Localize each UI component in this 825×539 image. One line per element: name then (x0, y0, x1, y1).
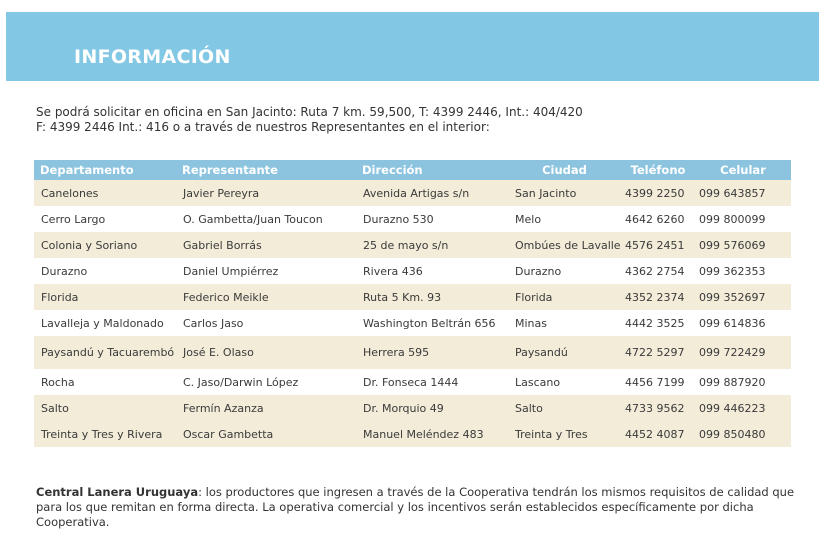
cell-telefono: 4362 2754 (621, 258, 695, 284)
cell-celular: 099 362353 (695, 258, 791, 284)
cell-telefono: 4352 2374 (621, 284, 695, 310)
cell-celular: 099 722429 (695, 336, 791, 369)
cell-departamento: Paysandú y Tacuarembó (34, 336, 176, 369)
cell-representante: O. Gambetta/Juan Toucon (176, 206, 356, 232)
cell-telefono: 4456 7199 (621, 369, 695, 395)
cell-ciudad: Melo (508, 206, 621, 232)
page-title: INFORMACIÓN (74, 46, 231, 68)
cell-celular: 099 643857 (695, 180, 791, 206)
cell-direccion: Dr. Morquio 49 (356, 395, 508, 421)
cell-departamento: Cerro Largo (34, 206, 176, 232)
cell-ciudad: Salto (508, 395, 621, 421)
cell-departamento: Lavalleja y Maldonado (34, 310, 176, 336)
cell-representante: C. Jaso/Darwin López (176, 369, 356, 395)
cell-representante: Carlos Jaso (176, 310, 356, 336)
intro-line-1: Se podrá solicitar en oficina en San Jacinto: Ruta 7 km. 59,500, T: 4399 2446, Int.: 404/420 (36, 105, 583, 119)
cell-ciudad: Florida (508, 284, 621, 310)
cell-celular: 099 800099 (695, 206, 791, 232)
cell-representante: Gabriel Borrás (176, 232, 356, 258)
cell-ciudad: Durazno (508, 258, 621, 284)
cell-ciudad: San Jacinto (508, 180, 621, 206)
cell-departamento: Colonia y Soriano (34, 232, 176, 258)
cell-telefono: 4442 3525 (621, 310, 695, 336)
cell-direccion: Avenida Artigas s/n (356, 180, 508, 206)
cell-representante: Oscar Gambetta (176, 421, 356, 447)
cell-departamento: Treinta y Tres y Rivera (34, 421, 176, 447)
cell-direccion: Herrera 595 (356, 336, 508, 369)
cell-departamento: Rocha (34, 369, 176, 395)
table-row (34, 395, 791, 421)
cell-celular: 099 614836 (695, 310, 791, 336)
cell-celular: 099 446223 (695, 395, 791, 421)
footer-note (36, 485, 796, 530)
cell-ciudad: Lascano (508, 369, 621, 395)
intro-line-2: F: 4399 2446 Int.: 416 o a través de nuestros Representantes en el interior: (36, 120, 490, 134)
header-banner (6, 12, 819, 81)
cell-departamento: Florida (34, 284, 176, 310)
cell-direccion: 25 de mayo s/n (356, 232, 508, 258)
header-ciudad: Ciudad (508, 160, 621, 180)
cell-direccion: Rivera 436 (356, 258, 508, 284)
cell-telefono: 4733 9562 (621, 395, 695, 421)
cell-ciudad: Minas (508, 310, 621, 336)
cell-telefono: 4576 2451 (621, 232, 695, 258)
cell-ciudad: Paysandú (508, 336, 621, 369)
cell-telefono: 4722 5297 (621, 336, 695, 369)
cell-representante: José E. Olaso (176, 336, 356, 369)
cell-ciudad: Treinta y Tres (508, 421, 621, 447)
cell-celular: 099 352697 (695, 284, 791, 310)
cell-direccion: Dr. Fonseca 1444 (356, 369, 508, 395)
table-row (34, 421, 791, 447)
table-row (34, 206, 791, 232)
cell-ciudad: Ombúes de Lavalle (508, 232, 621, 258)
cell-telefono: 4399 2250 (621, 180, 695, 206)
cell-representante: Daniel Umpiérrez (176, 258, 356, 284)
cell-direccion: Durazno 530 (356, 206, 508, 232)
header-representante: Representante (176, 160, 356, 180)
header-celular: Celular (695, 160, 791, 180)
cell-telefono: 4452 4087 (621, 421, 695, 447)
cell-direccion: Ruta 5 Km. 93 (356, 284, 508, 310)
table-header-row (34, 160, 791, 180)
cell-departamento: Salto (34, 395, 176, 421)
representatives-table (34, 160, 791, 447)
cell-representante: Fermín Azanza (176, 395, 356, 421)
table-row (34, 336, 791, 369)
cell-representante: Federico Meikle (176, 284, 356, 310)
table-row (34, 258, 791, 284)
cell-departamento: Canelones (34, 180, 176, 206)
header-departamento: Departamento (34, 160, 176, 180)
cell-telefono: 4642 6260 (621, 206, 695, 232)
cell-direccion: Manuel Meléndez 483 (356, 421, 508, 447)
header-telefono: Teléfono (621, 160, 695, 180)
footer-bold: Central Lanera Uruguaya (36, 485, 199, 499)
table-row (34, 232, 791, 258)
cell-direccion: Washington Beltrán 656 (356, 310, 508, 336)
header-direccion: Dirección (356, 160, 508, 180)
intro-text (36, 105, 796, 135)
table-row (34, 310, 791, 336)
cell-departamento: Durazno (34, 258, 176, 284)
table-row (34, 284, 791, 310)
footer-paragraph (36, 485, 796, 530)
cell-representante: Javier Pereyra (176, 180, 356, 206)
cell-celular: 099 576069 (695, 232, 791, 258)
footer-text: : los productores que ingresen a través de la Cooperativa tendrán los mismos requisitos de calidad que para los que remitan en forma directa. La operativa comercial y los incentivos serán establecidos específicamente por dicha Cooperativa. (36, 485, 795, 529)
table-row (34, 369, 791, 395)
cell-celular: 099 887920 (695, 369, 791, 395)
table-row (34, 180, 791, 206)
cell-celular: 099 850480 (695, 421, 791, 447)
